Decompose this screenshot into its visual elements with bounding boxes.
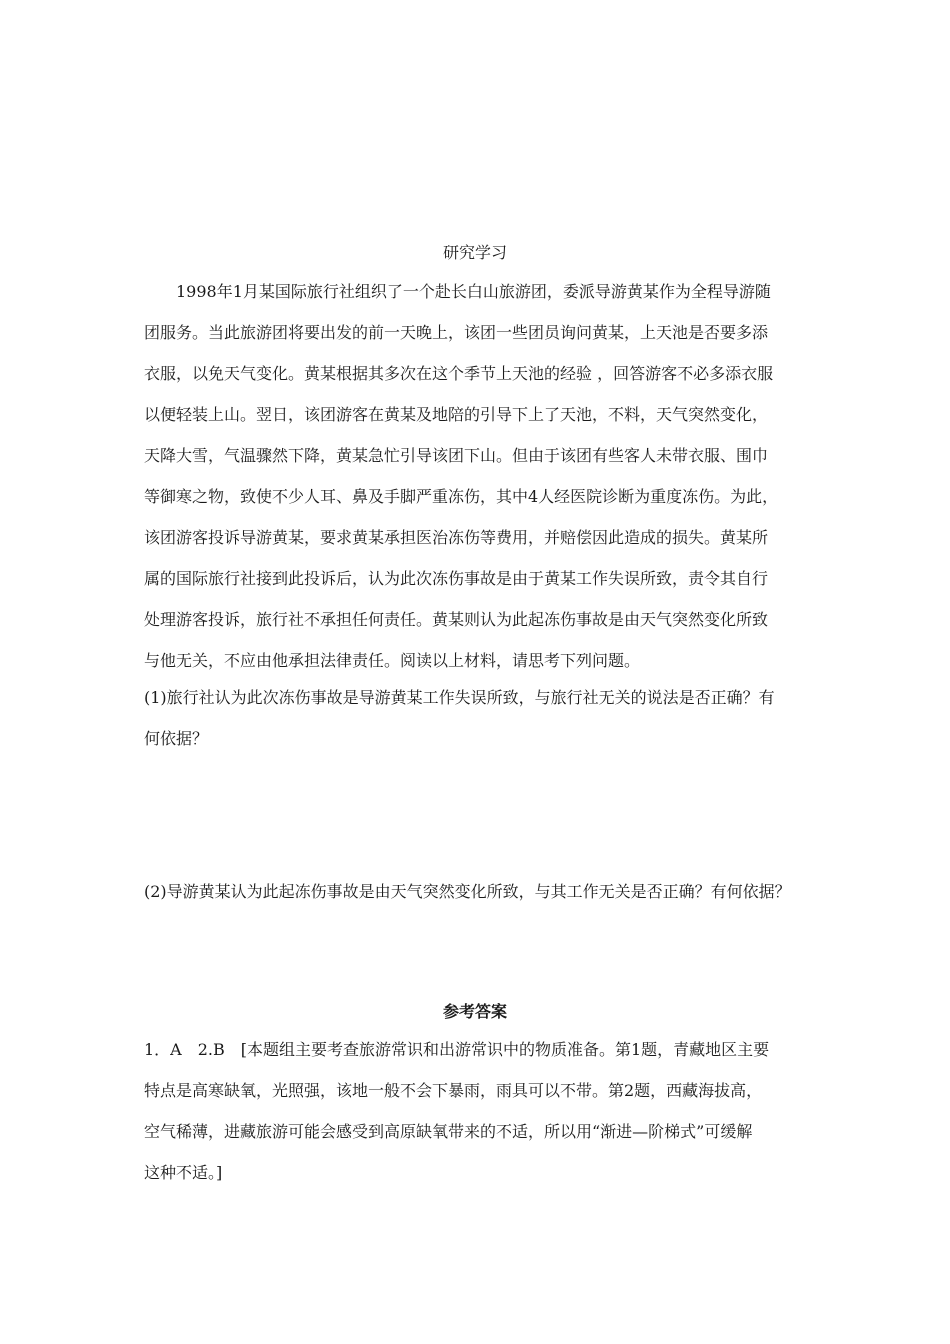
answer-title: 参考答案 (442, 1002, 507, 1021)
question-2: (2)导游黄某认为此起冻伤事故是由天气突然变化所致，与其工作无关是否正确？有何依据？ (144, 882, 791, 901)
passage-line: 处理游客投诉，旅行社不承担任何责任。黄某则认为此起冻伤事故是由天气突然变化所致 (144, 610, 769, 629)
passage-line: 1998年1月某国际旅行社组织了一个赴长白山旅游团，委派导游黄某作为全程导游随 (176, 282, 771, 301)
passage-line: 与他无关，不应由他承担法律责任。阅读以上材料，请思考下列问题。 (144, 651, 641, 670)
passage-line: 衣服，以免天气变化。黄某根据其多次在这个季节上天池的经验 ，回答游客不必多添衣服 (144, 364, 774, 383)
answer-line: 空气稀薄，进藏旅游可能会感受到高原缺氧带来的不适，所以用“渐进—阶梯式”可缓解 (144, 1122, 753, 1141)
passage-line: 属的国际旅行社接到此投诉后，认为此次冻伤事故是由于黄某工作失误所致，责令其自行 (144, 569, 769, 588)
answer-line: 1．A 2.B [本题组主要考查旅游常识和出游常识中的物质准备。第1题，青藏地区主要 (144, 1040, 770, 1059)
answer-line: 特点是高寒缺氧，光照强，该地一般不会下暴雨，雨具可以不带。第2题，西藏海拔高， (144, 1081, 763, 1100)
section-title: 研究学习 (442, 243, 507, 262)
passage-line: 天降大雪，气温骤然下降，黄某急忙引导该团下山。但由于该团有些客人未带衣服、围巾 (144, 446, 769, 465)
question-1-line: (1)旅行社认为此次冻伤事故是导游黄某工作失误所致，与旅行社无关的说法是否正确？有 (144, 688, 775, 707)
answer-line: 这种不适。] (144, 1163, 223, 1182)
passage-line: 团服务。当此旅游团将要出发的前一天晚上，该团一些团员询问黄某，上天池是否要多添 (144, 323, 769, 342)
question-1-line: 何依据？ (144, 729, 209, 748)
passage-line: 等御寒之物，致使不少人耳、鼻及手脚严重冻伤，其中4人经医院诊断为重度冻伤。为此， (144, 487, 779, 506)
passage-line: 以便轻装上山。翌日，该团游客在黄某及地陪的引导下上了天池，不料，天气突然变化， (144, 405, 769, 424)
passage-line: 该团游客投诉导游黄某，要求黄某承担医治冻伤等费用，并赔偿因此造成的损失。黄某所 (144, 528, 769, 547)
